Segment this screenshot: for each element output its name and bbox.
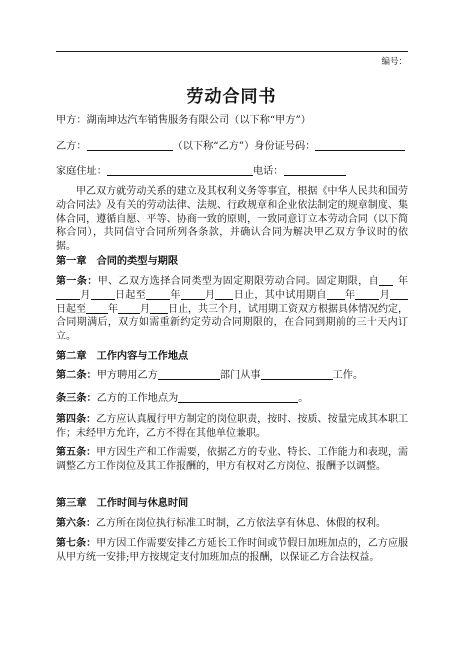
- end-day-field[interactable]: [215, 289, 233, 300]
- document-title: 劳动合同书: [186, 87, 277, 107]
- article-7: 第七条：甲方因工作需要安排乙方延长工作时间或节假日加班加点的，乙方应服从甲方统一安排;甲方按规定支付加班加点的报酬，以保证乙方合法权益。: [56, 538, 409, 563]
- probation-start-month-field[interactable]: [355, 289, 379, 300]
- party-a-line: 甲方：湖南坤达汽车销售服务有限公司（以下称“甲方”）: [56, 115, 311, 126]
- address-field[interactable]: [107, 164, 253, 176]
- probation-end-month-field[interactable]: [118, 303, 140, 314]
- party-b-line: [56, 139, 408, 154]
- article-number: 第七条：: [56, 538, 97, 549]
- preamble-paragraph: 甲乙双方就劳动关系的建立及其权利义务等事宜，根据《中华人民共和国劳动合同法》及有关的劳动法律、法规、行政规章和企业依法制定的规章制度、集体合同，遵循自愿、平等、协商一致的原则，一致同意订立本劳动合同（以下简称合同），共同信守合同所列各条款，并确认合同为解决甲乙双方争议时的依据。: [56, 186, 408, 253]
- probation-end-year-field[interactable]: [86, 303, 108, 314]
- end-year-field[interactable]: [146, 289, 170, 300]
- chapter-1-heading: [56, 252, 178, 267]
- article-4: 第四条：乙方应认真履行甲方制定的岗位职责，按时、按质、按量完成其本职工作；未经甲方允许，乙方不得在其他单位兼职。: [56, 414, 409, 439]
- id-number-field[interactable]: [315, 139, 405, 151]
- address-line: [56, 164, 408, 179]
- chapter-2-heading: [56, 347, 188, 362]
- probation-start-day-field[interactable]: [390, 289, 408, 300]
- article-6: 第六条：乙方所在岗位执行标准工时制，乙方依法享有休息、休假的权利。: [56, 518, 386, 529]
- end-month-field[interactable]: [181, 289, 205, 300]
- article-number: 第二条：: [56, 370, 97, 381]
- start-day-field[interactable]: [91, 289, 115, 300]
- chapter-3-heading: [56, 494, 188, 509]
- chapter-name: 合同的类型与期限: [96, 256, 179, 267]
- chapter-name: 工作内容与工作地点: [96, 351, 189, 362]
- start-year-field[interactable]: [379, 275, 393, 286]
- job-field[interactable]: [261, 368, 333, 380]
- chapter-number: 第一章: [56, 256, 87, 267]
- chapter-name: 工作时间与休息时间: [96, 498, 189, 509]
- article-2: 第二条：甲方聘用乙方 部门从事 工作。: [56, 370, 364, 381]
- serial-number-label: 编号：: [381, 57, 407, 67]
- work-location-field[interactable]: [178, 391, 298, 403]
- article-3: 条三条：乙方的工作地点为 。: [56, 393, 309, 404]
- header-rule: [56, 51, 408, 52]
- phone-label: 电话：: [252, 166, 284, 177]
- probation-end-day-field[interactable]: [150, 303, 168, 314]
- party-b-label: 乙方：: [56, 141, 87, 152]
- article-number: 第四条：: [56, 414, 97, 425]
- party-b-alias: （以下称“乙方”）身份证号码：: [172, 141, 316, 152]
- article-number: 第六条：: [56, 518, 96, 529]
- article-5: 第五条：甲方因生产和工作需要，依据乙方的专业、特长、工作能力和表现，需调整乙方工作岗位及其工作报酬的，甲方有权对乙方岗位、报酬予以调整。: [56, 447, 409, 472]
- phone-field[interactable]: [284, 164, 346, 176]
- chapter-number: 第三章: [56, 498, 87, 509]
- chapter-number: 第二章: [56, 351, 87, 362]
- probation-start-year-field[interactable]: [327, 289, 345, 300]
- address-label: 家庭住址：: [56, 166, 107, 177]
- article-number: 条三条：: [56, 393, 97, 404]
- article-1: 第一条：甲、乙双方选择合同类型为固定期限劳动合同。固定期限，自 年月 日起至 年 月 日止，其中试用期自 年 月日起至 年 月 日止，共三个月，试用期工资双方根据具体情况约定，合同期满后，双方如需重新约定劳动合同期限的，在合同到期前的三十天内订立。: [56, 276, 409, 343]
- article-number: 第一条：: [56, 276, 98, 287]
- party-b-name-field[interactable]: [87, 139, 173, 151]
- department-field[interactable]: [158, 368, 220, 380]
- article-number: 第五条：: [56, 447, 97, 458]
- start-month-field[interactable]: [56, 289, 80, 300]
